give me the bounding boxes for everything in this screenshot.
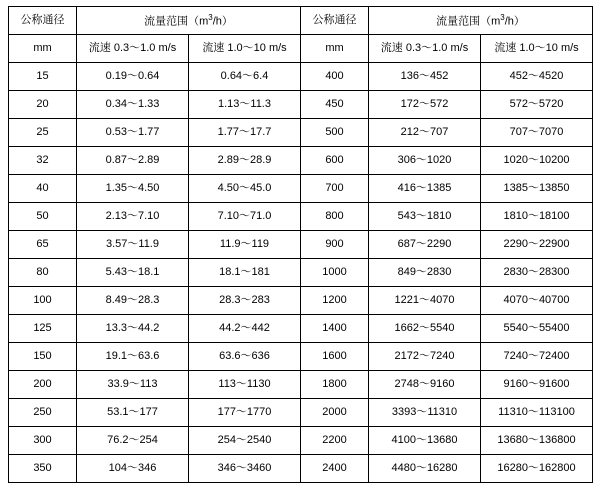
- cell-dn-right: 600: [301, 147, 369, 175]
- table-row: [9, 259, 593, 287]
- cell-flow-left-low: 2.13～7.10: [77, 203, 189, 231]
- table-body: [9, 63, 593, 483]
- cell-dn-left: 25: [9, 119, 77, 147]
- table-row: [9, 371, 593, 399]
- cell-flow-right-high: 1810～18100: [481, 203, 593, 231]
- cell-flow-left-low: 8.49～28.3: [77, 287, 189, 315]
- cell-dn-left: 32: [9, 147, 77, 175]
- header-row-sub: [9, 35, 593, 63]
- flow-range-table: [8, 6, 593, 483]
- header-dn-left: 公称通径: [9, 7, 77, 35]
- table-row: [9, 455, 593, 483]
- cell-flow-left-high: 177～1770: [189, 399, 301, 427]
- cell-dn-right: 2400: [301, 455, 369, 483]
- table-row: [9, 147, 593, 175]
- cell-flow-left-low: 0.87～2.89: [77, 147, 189, 175]
- cell-flow-right-high: 1020～10200: [481, 147, 593, 175]
- cell-flow-right-low: 1662～5540: [369, 315, 481, 343]
- cell-flow-right-high: 707～7070: [481, 119, 593, 147]
- table-row: [9, 287, 593, 315]
- cell-flow-right-low: 4480～16280: [369, 455, 481, 483]
- cell-flow-right-low: 849～2830: [369, 259, 481, 287]
- cell-flow-left-high: 4.50～45.0: [189, 175, 301, 203]
- cell-dn-left: 50: [9, 203, 77, 231]
- cell-flow-right-high: 13680～136800: [481, 427, 593, 455]
- cell-dn-right: 2200: [301, 427, 369, 455]
- cell-flow-left-high: 63.6～636: [189, 343, 301, 371]
- cell-dn-left: 350: [9, 455, 77, 483]
- cell-flow-left-low: 0.53～1.77: [77, 119, 189, 147]
- cell-dn-right: 1000: [301, 259, 369, 287]
- cell-dn-right: 450: [301, 91, 369, 119]
- cell-flow-left-low: 53.1～177: [77, 399, 189, 427]
- cell-flow-right-high: 11310～113100: [481, 399, 593, 427]
- cell-flow-right-low: 4100～13680: [369, 427, 481, 455]
- cell-flow-right-low: 212～707: [369, 119, 481, 147]
- cell-flow-left-high: 2.89～28.9: [189, 147, 301, 175]
- cell-flow-left-high: 1.77～17.7: [189, 119, 301, 147]
- header-velocity-right-low: 流速 0.3～1.0 m/s: [369, 35, 481, 63]
- cell-flow-right-high: 16280～162800: [481, 455, 593, 483]
- cell-flow-right-high: 7240～72400: [481, 343, 593, 371]
- header-range-left: 流量范围$(m^3/h)$: [77, 7, 301, 35]
- cell-flow-right-high: 452～4520: [481, 63, 593, 91]
- cell-flow-right-high: 2290～22900: [481, 231, 593, 259]
- cell-flow-left-high: 113～1130: [189, 371, 301, 399]
- cell-dn-right: 1600: [301, 343, 369, 371]
- cell-dn-left: 20: [9, 91, 77, 119]
- cell-flow-left-high: 28.3～283: [189, 287, 301, 315]
- cell-flow-left-high: 11.9～119: [189, 231, 301, 259]
- cell-flow-left-low: 104～346: [77, 455, 189, 483]
- cell-flow-left-low: 76.2～254: [77, 427, 189, 455]
- cell-flow-right-high: 9160～91600: [481, 371, 593, 399]
- table-row: [9, 175, 593, 203]
- cell-flow-right-low: 306～1020: [369, 147, 481, 175]
- cell-flow-right-low: 136～452: [369, 63, 481, 91]
- cell-dn-right: 2000: [301, 399, 369, 427]
- cell-flow-left-high: 7.10～71.0: [189, 203, 301, 231]
- superscript-3-right: 3: [500, 12, 505, 22]
- header-unit-left: mm: [9, 35, 77, 63]
- cell-flow-left-low: 1.35～4.50: [77, 175, 189, 203]
- table-row: [9, 427, 593, 455]
- cell-dn-left: 250: [9, 399, 77, 427]
- cell-flow-right-low: 1221～4070: [369, 287, 481, 315]
- table-row: [9, 315, 593, 343]
- cell-dn-left: 300: [9, 427, 77, 455]
- cell-dn-left: 150: [9, 343, 77, 371]
- cell-flow-right-high: 572～5720: [481, 91, 593, 119]
- cell-dn-right: 400: [301, 63, 369, 91]
- cell-flow-left-low: 0.19～0.64: [77, 63, 189, 91]
- header-dn-right: 公称通径: [301, 7, 369, 35]
- cell-dn-right: 800: [301, 203, 369, 231]
- cell-dn-right: 1400: [301, 315, 369, 343]
- header-unit-right: mm: [301, 35, 369, 63]
- cell-dn-left: 80: [9, 259, 77, 287]
- cell-dn-right: 1800: [301, 371, 369, 399]
- cell-flow-left-high: 18.1～181: [189, 259, 301, 287]
- table-row: [9, 231, 593, 259]
- cell-flow-right-low: 416～1385: [369, 175, 481, 203]
- table-row: [9, 343, 593, 371]
- table-row: [9, 63, 593, 91]
- table-row: [9, 91, 593, 119]
- cell-flow-left-high: 44.2～442: [189, 315, 301, 343]
- cell-dn-right: 700: [301, 175, 369, 203]
- header-row-main: [9, 7, 593, 35]
- cell-dn-left: 100: [9, 287, 77, 315]
- cell-flow-right-low: 2172～7240: [369, 343, 481, 371]
- cell-flow-left-high: 254～2540: [189, 427, 301, 455]
- cell-flow-left-low: 19.1～63.6: [77, 343, 189, 371]
- cell-flow-left-high: 0.64～6.4: [189, 63, 301, 91]
- cell-dn-left: 40: [9, 175, 77, 203]
- cell-dn-right: 1200: [301, 287, 369, 315]
- cell-dn-right: 900: [301, 231, 369, 259]
- header-velocity-right-high: 流速 1.0～10 m/s: [481, 35, 593, 63]
- cell-flow-left-high: 346～3460: [189, 455, 301, 483]
- cell-flow-right-high: 2830～28300: [481, 259, 593, 287]
- cell-dn-left: 65: [9, 231, 77, 259]
- cell-flow-right-low: 543～1810: [369, 203, 481, 231]
- cell-flow-left-high: 1.13～11.3: [189, 91, 301, 119]
- cell-flow-left-low: 3.57～11.9: [77, 231, 189, 259]
- table-row: [9, 399, 593, 427]
- cell-flow-right-high: 1385～13850: [481, 175, 593, 203]
- cell-flow-right-low: 2748～9160: [369, 371, 481, 399]
- header-velocity-left-low: 流速 0.3～1.0 m/s: [77, 35, 189, 63]
- cell-flow-right-low: 172～572: [369, 91, 481, 119]
- cell-dn-left: 125: [9, 315, 77, 343]
- cell-flow-left-low: 0.34～1.33: [77, 91, 189, 119]
- cell-flow-right-low: 687～2290: [369, 231, 481, 259]
- table-header: [9, 7, 593, 63]
- superscript-3-left: 3: [208, 12, 213, 22]
- cell-flow-right-high: 4070～40700: [481, 287, 593, 315]
- cell-flow-right-high: 5540～55400: [481, 315, 593, 343]
- table-row: [9, 203, 593, 231]
- header-range-right: 流量范围$(m^3/h)$: [369, 7, 593, 35]
- cell-dn-right: 500: [301, 119, 369, 147]
- cell-dn-left: 15: [9, 63, 77, 91]
- table-row: [9, 119, 593, 147]
- cell-flow-left-low: 33.9～113: [77, 371, 189, 399]
- header-velocity-left-high: 流速 1.0～10 m/s: [189, 35, 301, 63]
- cell-dn-left: 200: [9, 371, 77, 399]
- cell-flow-right-low: 3393～11310: [369, 399, 481, 427]
- cell-flow-left-low: 5.43～18.1: [77, 259, 189, 287]
- cell-flow-left-low: 13.3～44.2: [77, 315, 189, 343]
